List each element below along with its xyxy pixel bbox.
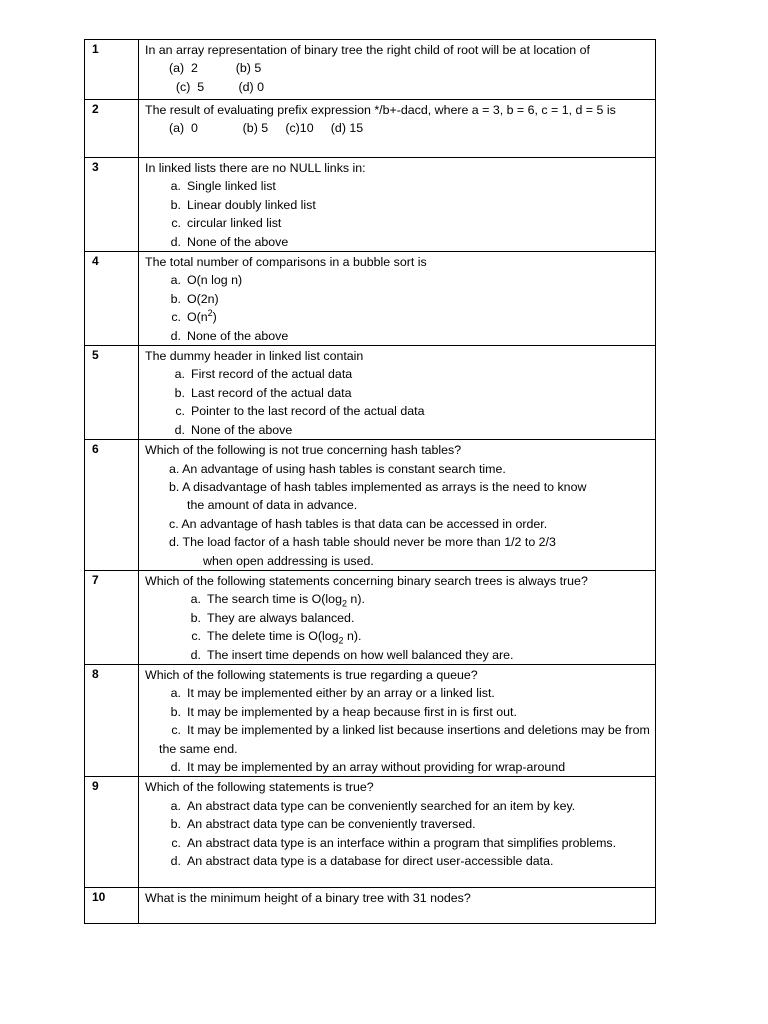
option-label: b. bbox=[170, 704, 181, 719]
option-label: a. bbox=[174, 367, 185, 382]
question-body bbox=[139, 570, 656, 664]
question-text: In linked lists there are no NULL links in: bbox=[145, 161, 366, 175]
option-text: It may be implemented by a linked list because insertions and deletions may be from the same end. bbox=[159, 723, 650, 756]
option-text: They are always balanced. bbox=[207, 610, 355, 625]
question-row bbox=[85, 158, 656, 252]
question-number: 9 bbox=[85, 777, 139, 888]
option-text: O(n bbox=[187, 310, 208, 325]
option-text: Pointer to the last record of the actual data bbox=[191, 404, 425, 419]
question-row bbox=[85, 664, 656, 776]
option-text: The insert time depends on how well balanced they are. bbox=[207, 647, 514, 662]
option-text: An abstract data type is a database for direct user-accessible data. bbox=[187, 854, 554, 869]
option-text: First record of the actual data bbox=[191, 367, 353, 382]
option-list bbox=[145, 365, 651, 439]
option-item bbox=[145, 609, 651, 627]
question-text: Which of the following statements is true? bbox=[145, 780, 374, 795]
option-text: An abstract data type can be conveniently searched for an item by key. bbox=[187, 798, 576, 813]
question-row bbox=[85, 100, 656, 158]
question-body bbox=[139, 777, 656, 888]
option-text: The delete time is O(log bbox=[207, 629, 339, 644]
option-line: when open addressing is used. bbox=[203, 553, 374, 568]
subscript: 2 bbox=[338, 635, 344, 646]
option-text: An abstract data type can be conveniently traversed. bbox=[187, 817, 476, 832]
superscript: 2 bbox=[207, 308, 213, 319]
option-line: c. An advantage of hash tables is that data can be accessed in order. bbox=[169, 516, 548, 531]
option-text: Last record of the actual data bbox=[191, 385, 352, 400]
option-text: None of the above bbox=[187, 328, 289, 343]
question-body bbox=[139, 888, 656, 924]
question-number: 7 bbox=[85, 570, 139, 664]
option-label: d. bbox=[170, 854, 181, 869]
option-label: d. bbox=[170, 234, 181, 249]
question-table bbox=[84, 39, 656, 924]
option-text: Linear doubly linked list bbox=[187, 197, 316, 212]
question-text: The result of evaluating prefix expression */b+-dacd, where a = 3, b = 6, c = 1, d = 5 is bbox=[145, 103, 616, 117]
option-item bbox=[145, 834, 651, 852]
question-body bbox=[139, 440, 656, 571]
options-line: (c) 5 (d) 0 bbox=[169, 79, 265, 94]
option-item bbox=[145, 797, 651, 815]
option-item bbox=[145, 271, 651, 289]
option-label: a. bbox=[170, 273, 181, 288]
option-text-suffix: n). bbox=[343, 629, 362, 644]
option-text: circular linked list bbox=[187, 216, 282, 231]
question-body bbox=[139, 346, 656, 440]
option-label: b. bbox=[174, 385, 185, 400]
option-label: c. bbox=[171, 723, 181, 738]
option-label: c. bbox=[171, 310, 181, 325]
option-label: b. bbox=[170, 197, 181, 212]
option-item bbox=[145, 421, 651, 439]
subscript: 2 bbox=[341, 598, 347, 609]
option-line: b. A disadvantage of hash tables implemented as arrays is the need to know bbox=[169, 479, 587, 494]
option-label: a. bbox=[170, 686, 181, 701]
question-number: 1 bbox=[85, 40, 139, 100]
question-body bbox=[139, 158, 656, 252]
option-text-suffix: n). bbox=[346, 592, 365, 607]
option-label: b. bbox=[190, 610, 201, 625]
option-label: c. bbox=[191, 629, 201, 644]
question-body bbox=[139, 40, 656, 100]
option-label: a. bbox=[170, 179, 181, 194]
question-text: The total number of comparisons in a bubble sort is bbox=[145, 255, 427, 270]
question-body bbox=[139, 252, 656, 346]
option-item bbox=[145, 177, 651, 195]
question-text: Which of the following statements is true regarding a queue? bbox=[145, 667, 478, 682]
option-text: Single linked list bbox=[187, 179, 276, 194]
option-item bbox=[145, 327, 651, 345]
option-list bbox=[145, 684, 651, 776]
question-row bbox=[85, 252, 656, 346]
option-list bbox=[145, 590, 651, 664]
question-table-body bbox=[85, 40, 656, 924]
option-item bbox=[145, 402, 651, 420]
question-text: In an array representation of binary tree the right child of root will be at location of bbox=[145, 43, 590, 57]
question-number: 10 bbox=[85, 888, 139, 924]
option-item bbox=[145, 646, 651, 664]
question-text: What is the minimum height of a binary tree with 31 nodes? bbox=[145, 891, 471, 906]
question-row bbox=[85, 40, 656, 100]
option-item bbox=[145, 815, 651, 833]
question-body bbox=[139, 664, 656, 776]
option-item bbox=[145, 703, 651, 721]
option-line: d. The load factor of a hash table should never be more than 1/2 to 2/3 bbox=[169, 535, 556, 550]
question-text: The dummy header in linked list contain bbox=[145, 349, 364, 364]
option-label: a. bbox=[190, 592, 201, 607]
option-item bbox=[145, 384, 651, 402]
option-label: b. bbox=[170, 817, 181, 832]
option-text: It may be implemented either by an array or a linked list. bbox=[187, 686, 495, 701]
option-label: a. bbox=[170, 798, 181, 813]
option-label: d. bbox=[170, 760, 181, 774]
option-text: O(2n) bbox=[187, 291, 219, 306]
question-row bbox=[85, 440, 656, 571]
option-label: c. bbox=[171, 835, 181, 850]
question-number: 5 bbox=[85, 346, 139, 440]
option-item bbox=[145, 852, 651, 870]
option-line: a. An advantage of using hash tables is constant search time. bbox=[169, 461, 506, 476]
option-item bbox=[145, 233, 651, 251]
options-line: (a) 2 (b) 5 bbox=[169, 61, 262, 76]
option-text: It may be implemented by an array without providing for wrap-around bbox=[187, 760, 566, 774]
option-label: c. bbox=[175, 404, 185, 419]
option-text: An abstract data type is an interface within a program that simplifies problems. bbox=[187, 835, 617, 850]
question-row bbox=[85, 777, 656, 888]
option-item bbox=[145, 308, 651, 326]
option-text: It may be implemented by a heap because first in is first out. bbox=[187, 704, 517, 719]
question-row bbox=[85, 346, 656, 440]
question-text: Which of the following is not true concerning hash tables? bbox=[145, 443, 462, 458]
option-item bbox=[145, 214, 651, 232]
option-item bbox=[145, 590, 651, 608]
option-item bbox=[145, 684, 651, 702]
question-number: 6 bbox=[85, 440, 139, 571]
question-number: 2 bbox=[85, 100, 139, 158]
option-text: None of the above bbox=[191, 422, 293, 437]
option-item bbox=[145, 196, 651, 214]
option-text: O(n log n) bbox=[187, 273, 243, 288]
option-item bbox=[145, 627, 651, 645]
question-number: 4 bbox=[85, 252, 139, 346]
option-list bbox=[145, 797, 651, 871]
option-item bbox=[145, 758, 651, 776]
option-item bbox=[145, 365, 651, 383]
option-text-suffix: ) bbox=[212, 310, 217, 325]
option-label: d. bbox=[190, 647, 201, 662]
option-item bbox=[145, 290, 651, 308]
question-number: 3 bbox=[85, 158, 139, 252]
option-label: d. bbox=[170, 328, 181, 343]
question-body bbox=[139, 100, 656, 158]
question-number: 8 bbox=[85, 664, 139, 776]
option-list bbox=[145, 177, 651, 251]
option-label: b. bbox=[170, 291, 181, 306]
option-text: The search time is O(log bbox=[207, 592, 342, 607]
option-label: d. bbox=[174, 422, 185, 437]
option-text: None of the above bbox=[187, 234, 289, 249]
question-text: Which of the following statements concerning binary search trees is always true? bbox=[145, 573, 588, 588]
option-item bbox=[145, 721, 651, 758]
option-label: c. bbox=[171, 216, 181, 231]
question-row bbox=[85, 888, 656, 924]
option-line: the amount of data in advance. bbox=[187, 498, 358, 513]
question-row bbox=[85, 570, 656, 664]
options-line: (a) 0 (b) 5 (c)10 (d) 15 bbox=[169, 121, 364, 136]
option-list bbox=[145, 271, 651, 345]
